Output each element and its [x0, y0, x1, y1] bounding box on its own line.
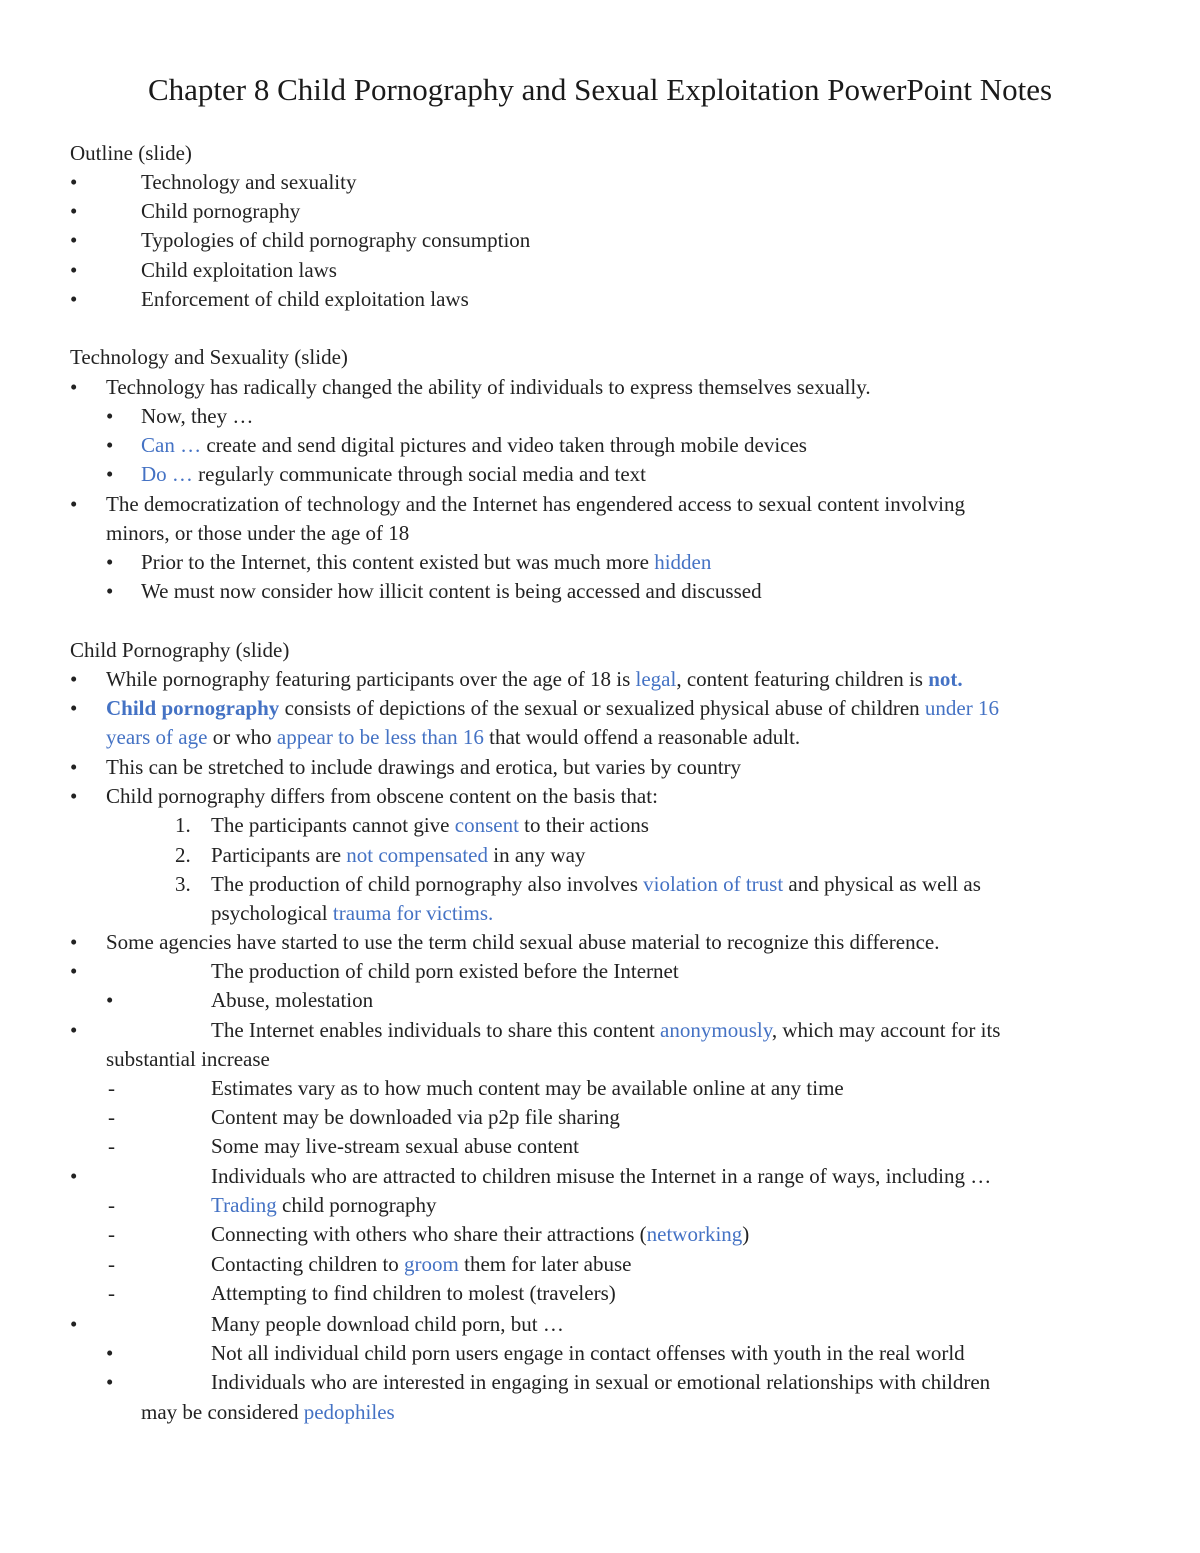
bullet-text: Technology has radically changed the ability of individuals to express themselves sexually. [106, 375, 871, 399]
bullet-icon: • [106, 550, 114, 574]
highlight-term: networking [646, 1222, 743, 1246]
bullet-text: Individuals who are attracted to children misuse the Internet in a range of ways, including … [211, 1164, 992, 1188]
numbered-item-continued: psychological trauma for victims. [211, 901, 494, 925]
dash-item: Trading child pornography [211, 1193, 437, 1217]
bullet-icon: • [70, 755, 78, 779]
outline-item: Enforcement of child exploitation laws [141, 287, 469, 311]
numbered-item: The production of child pornography also involves violation of trust and physical as well as [211, 872, 981, 896]
highlight-term-bold: Child pornography [106, 696, 280, 720]
sub-bullet-text: Can … create and send digital pictures and video taken through mobile devices [141, 433, 807, 457]
dash-icon: - [108, 1252, 115, 1276]
dash-item: Contacting children to groom them for later abuse [211, 1252, 632, 1276]
bullet-icon: • [106, 1341, 114, 1365]
dash-icon: - [108, 1076, 115, 1100]
highlight-term: appear to be less than 16 [276, 725, 484, 749]
highlight-term: Can … [141, 433, 202, 457]
bullet-icon: • [70, 492, 78, 516]
sub-bullet-text: Individuals who are interested in engaging in sexual or emotional relationships with children [211, 1370, 991, 1394]
dash-icon: - [108, 1193, 115, 1217]
bullet-text-continued: years of age or who appear to be less than 16 that would offend a reasonable adult. [106, 725, 801, 749]
bullet-icon: • [70, 784, 78, 808]
sub-bullet-text: Not all individual child porn users engage in contact offenses with youth in the real world [211, 1341, 965, 1365]
highlight-term: hidden [654, 550, 712, 574]
bullet-icon: • [70, 1164, 78, 1188]
bullet-icon: • [106, 433, 114, 457]
bullet-icon: • [70, 287, 78, 311]
sub-bullet-text: We must now consider how illicit content is being accessed and discussed [141, 579, 762, 603]
bullet-icon: • [106, 579, 114, 603]
bullet-text: The democratization of technology and the Internet has engendered access to sexual content involving [106, 492, 965, 516]
outline-item: Technology and sexuality [141, 170, 357, 194]
bullet-icon: • [70, 170, 78, 194]
bullet-text: Some agencies have started to use the term child sexual abuse material to recognize this difference. [106, 930, 940, 954]
highlight-term: Trading [211, 1193, 277, 1217]
bullet-icon: • [106, 988, 114, 1012]
dash-icon: - [108, 1105, 115, 1129]
bullet-text: Child pornography consists of depictions of the sexual or sexualized physical abuse of children under 16 [106, 696, 999, 720]
highlight-term: anonymously [660, 1018, 772, 1042]
bullet-text-continued: substantial increase [106, 1047, 270, 1071]
highlight-term: legal [635, 667, 677, 691]
list-number: 2. [175, 843, 191, 867]
highlight-term: Do … [141, 462, 193, 486]
dash-item: Content may be downloaded via p2p file sharing [211, 1105, 620, 1129]
sub-bullet-text-continued: may be considered pedophiles [141, 1400, 395, 1424]
dash-item: Attempting to find children to molest (travelers) [211, 1281, 616, 1305]
dash-icon: - [108, 1134, 115, 1158]
bullet-text: Many people download child porn, but … [211, 1312, 564, 1336]
sub-bullet-text: Prior to the Internet, this content existed but was much more hidden [141, 550, 712, 574]
highlight-term-bold: not. [928, 667, 963, 691]
highlight-term: violation of trust [643, 872, 784, 896]
outline-item: Typologies of child pornography consumption [141, 228, 531, 252]
highlight-term: under 16 [924, 696, 999, 720]
highlight-term: consent [454, 813, 519, 837]
numbered-item: The participants cannot give consent to their actions [211, 813, 649, 837]
dash-item: Estimates vary as to how much content may be available online at any time [211, 1076, 844, 1100]
bullet-icon: • [70, 228, 78, 252]
sub-bullet-text: Abuse, molestation [211, 988, 374, 1012]
page-title: Chapter 8 Child Pornography and Sexual Exploitation PowerPoint Notes [147, 72, 1053, 107]
technology-heading: Technology and Sexuality (slide) [70, 345, 348, 369]
bullet-icon: • [70, 930, 78, 954]
dash-icon: - [108, 1281, 115, 1305]
dash-icon: - [108, 1222, 115, 1246]
dash-item: Some may live-stream sexual abuse content [211, 1134, 579, 1158]
outline-item: Child pornography [141, 199, 301, 223]
bullet-text-continued: minors, or those under the age of 18 [106, 521, 410, 545]
bullet-icon: • [70, 667, 78, 691]
bullet-icon: • [106, 462, 114, 486]
bullet-icon: • [106, 404, 114, 428]
highlight-term: pedophiles [303, 1400, 395, 1424]
highlight-term: not compensated [346, 843, 488, 867]
sub-bullet-text: Now, they … [141, 404, 254, 428]
highlight-term: trauma for victims. [332, 901, 494, 925]
list-number: 1. [175, 813, 191, 837]
bullet-icon: • [70, 1018, 78, 1042]
outline-item: Child exploitation laws [141, 258, 337, 282]
bullet-icon: • [106, 1370, 114, 1394]
dash-item: Connecting with others who share their attractions (networking) [211, 1222, 750, 1246]
list-number: 3. [175, 872, 191, 896]
bullet-text: The Internet enables individuals to share this content anonymously, which may account for its [211, 1018, 1001, 1042]
sub-bullet-text: Do … regularly communicate through social media and text [141, 462, 647, 486]
bullet-text: Child pornography differs from obscene content on the basis that: [106, 784, 658, 808]
bullet-icon: • [70, 199, 78, 223]
bullet-icon: • [70, 696, 78, 720]
bullet-icon: • [70, 258, 78, 282]
bullet-text: While pornography featuring participants over the age of 18 is legal, content featuring children is not. [106, 667, 963, 691]
bullet-icon: • [70, 375, 78, 399]
outline-heading: Outline (slide) [70, 141, 192, 165]
numbered-item: Participants are not compensated in any way [211, 843, 586, 867]
bullet-icon: • [70, 1312, 78, 1336]
child-porn-heading: Child Pornography (slide) [70, 638, 290, 662]
bullet-icon: • [70, 959, 78, 983]
highlight-term: groom [404, 1252, 459, 1276]
highlight-term: years of age [106, 725, 208, 749]
bullet-text: The production of child porn existed before the Internet [211, 959, 679, 983]
bullet-text: This can be stretched to include drawings and erotica, but varies by country [106, 755, 742, 779]
